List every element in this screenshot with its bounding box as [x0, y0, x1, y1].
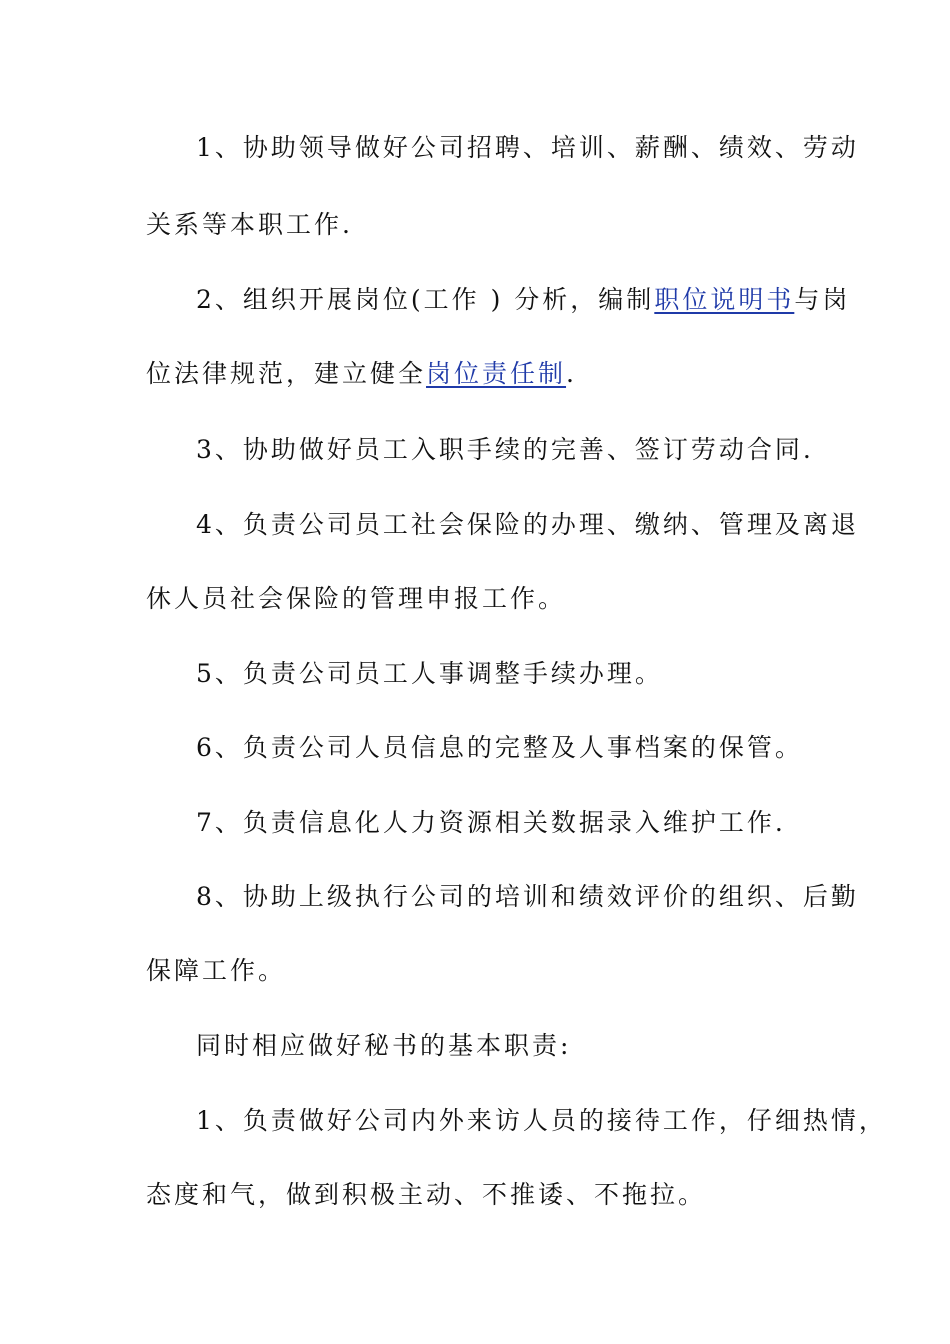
paragraph-line-7: 休人员社会保险的管理申报工作。: [146, 584, 567, 613]
line-4-text-start: 位法律规范，建立健全: [146, 359, 427, 388]
paragraph-line-11: 8、协助上级执行公司的培训和绩效评价的组织、后勤: [196, 882, 859, 911]
job-description-link[interactable]: 职位说明书: [654, 285, 795, 314]
line-3-text-end: 与岗: [794, 285, 851, 314]
paragraph-line-9: 6、负责公司人员信息的完整及人事档案的保管。: [196, 733, 803, 762]
paragraph-line-6: 4、负责公司员工社会保险的办理、缴纳、管理及离退: [196, 510, 859, 539]
paragraph-line-13: 同时相应做好秘书的基本职责:: [196, 1031, 572, 1060]
paragraph-line-3: [0, 280, 950, 320]
paragraph-line-5: 3、协助做好员工入职手续的完善、签订劳动合同.: [196, 435, 814, 464]
line-4-text-end: .: [566, 359, 577, 388]
paragraph-line-10: 7、负责信息化人力资源相关数据录入维护工作.: [196, 808, 786, 837]
paragraph-line-1: 1、协助领导做好公司招聘、培训、薪酬、绩效、劳动: [196, 133, 859, 162]
paragraph-line-15: 态度和气，做到积极主动、不推诿、不拖拉。: [146, 1180, 707, 1209]
paragraph-line-4: [0, 354, 950, 394]
line-3-text-start: 2、组织开展岗位(工作 ) 分析，编制: [196, 285, 655, 314]
paragraph-line-12: 保障工作。: [146, 956, 287, 985]
position-responsibility-link[interactable]: 岗位责任制: [426, 359, 567, 388]
paragraph-line-2: 关系等本职工作.: [146, 210, 353, 239]
paragraph-line-8: 5、负责公司员工人事调整手续办理。: [196, 659, 663, 688]
paragraph-line-14: 1、负责做好公司内外来访人员的接待工作，仔细热情，: [196, 1106, 887, 1135]
